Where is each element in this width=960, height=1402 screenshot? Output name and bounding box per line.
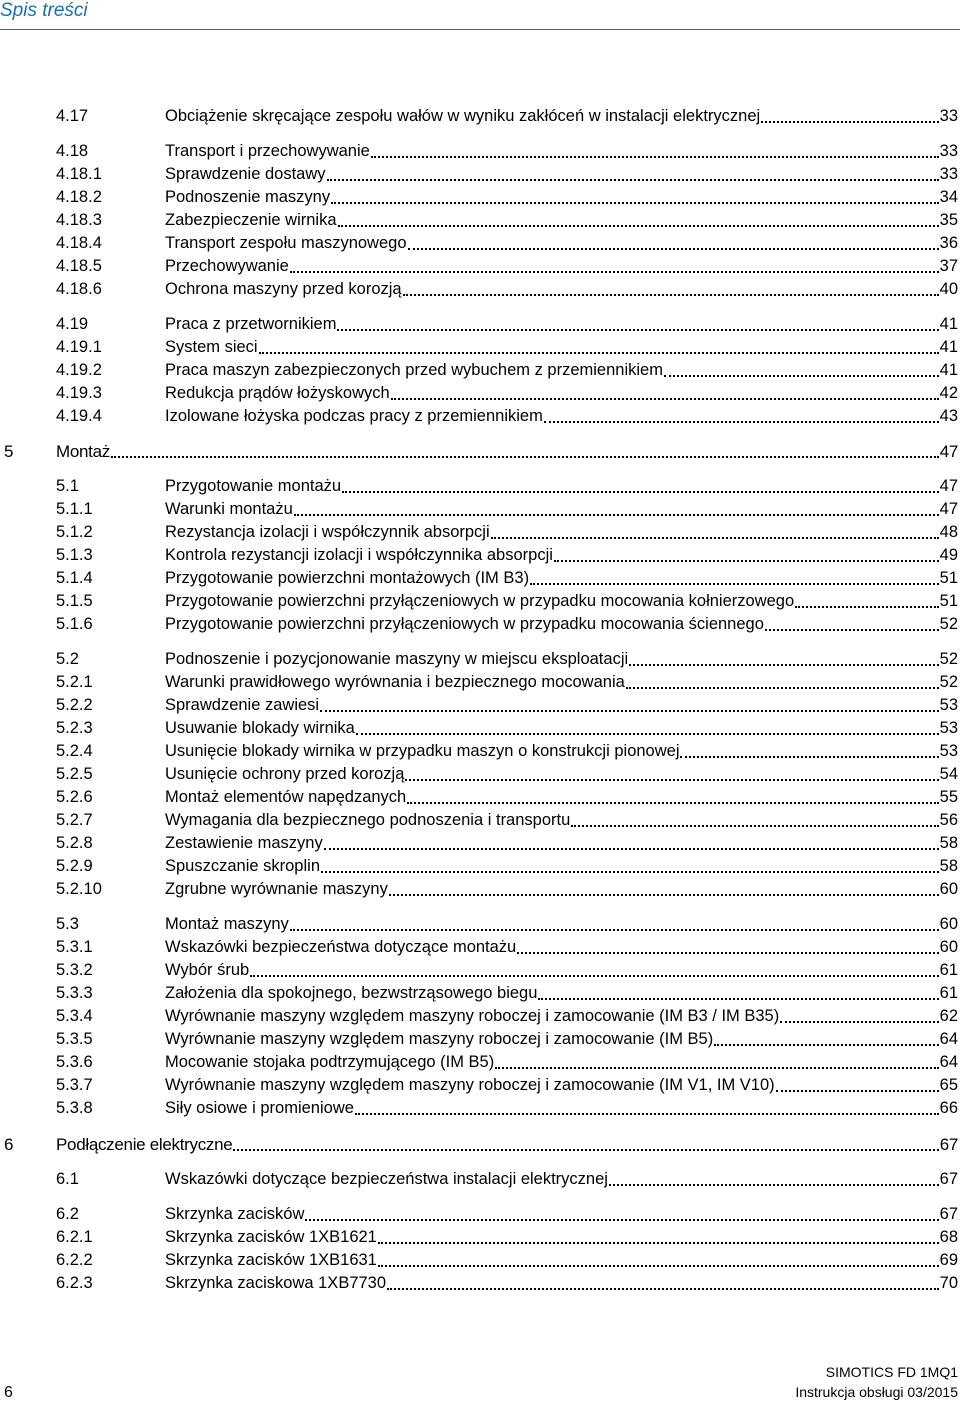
toc-entry-page: 64	[939, 1053, 958, 1071]
toc-entry-page: 37	[939, 257, 958, 275]
toc-entry-title: Ochrona maszyny przed korozją	[165, 280, 402, 298]
toc-entry-page: 34	[939, 188, 958, 206]
dot-leader	[342, 490, 939, 493]
toc-entry[interactable]	[0, 140, 960, 163]
toc-entry[interactable]	[0, 313, 960, 336]
toc-entry-page: 33	[939, 142, 958, 160]
toc-entry-title: Skrzynka zacisków 1XB1621	[165, 1228, 377, 1246]
toc-entry-number: 5.2.8	[56, 834, 93, 852]
toc-entry-number: 5	[4, 442, 14, 461]
dot-leader	[795, 605, 939, 608]
toc-entry-number: 4.18.5	[56, 257, 102, 275]
dot-leader	[629, 663, 938, 666]
toc-entry-number: 5.2.2	[56, 696, 93, 714]
toc-entry-page: 53	[939, 696, 958, 714]
toc-entry[interactable]	[0, 544, 960, 567]
dot-leader	[356, 732, 939, 735]
toc-entry-title: Wymagania dla bezpiecznego podnoszenia i transportu	[165, 811, 571, 829]
toc-entry[interactable]	[0, 694, 960, 717]
dot-leader	[609, 1183, 939, 1186]
toc-entry-number: 5.2.6	[56, 788, 93, 806]
toc-chapter-entry[interactable]	[0, 440, 960, 463]
toc-entry[interactable]	[0, 336, 960, 359]
toc-entry-number: 4.18.2	[56, 188, 102, 206]
toc-entry-number: 4.19	[56, 315, 89, 333]
toc-entry-page: 35	[939, 211, 958, 229]
toc-entry-title: Wyrównanie maszyny względem maszyny roboczej i zamocowanie (IM B5)	[165, 1030, 714, 1048]
toc-entry-page: 58	[939, 834, 958, 852]
toc-entry[interactable]	[0, 475, 960, 498]
toc-entry-page: 55	[939, 788, 958, 806]
dot-leader	[320, 709, 939, 712]
toc-entry-title: Transport i przechowywanie	[165, 142, 370, 160]
toc-entry-page: 51	[939, 592, 958, 610]
toc-entry-page: 47	[939, 477, 958, 495]
toc-entry-number: 5.3.2	[56, 961, 93, 979]
dot-leader	[259, 351, 939, 354]
toc-entry-page: 67	[939, 1135, 958, 1154]
toc-entry-number: 5.1.3	[56, 546, 93, 564]
toc-entry[interactable]	[0, 498, 960, 521]
toc-entry[interactable]	[0, 648, 960, 671]
toc-entry-title: Wybór śrub	[165, 961, 250, 979]
toc-entry-title: Spuszczanie skroplin	[165, 857, 320, 875]
toc-entry-number: 5.3.4	[56, 1007, 93, 1025]
dot-leader	[378, 1264, 939, 1267]
toc-entry-number: 6.2.3	[56, 1274, 93, 1292]
toc-chapter-entry[interactable]	[0, 1133, 960, 1156]
toc-entry-page: 58	[939, 857, 958, 875]
toc-entry[interactable]	[0, 671, 960, 694]
toc-entry-page: 48	[939, 523, 958, 541]
toc-entry[interactable]	[0, 717, 960, 740]
dot-leader	[324, 847, 939, 850]
toc-entry-number: 5.1.6	[56, 615, 93, 633]
toc-entry-number: 5.3	[56, 915, 79, 933]
toc-entry[interactable]	[0, 1168, 960, 1191]
toc-entry-number: 4.18.1	[56, 165, 102, 183]
toc-entry-title: Praca z przetwornikiem	[165, 315, 337, 333]
toc-entry-title: Przygotowanie powierzchni przyłączeniowych w przypadku mocowania kołnierzowego	[165, 592, 795, 610]
toc-entry-title: Wyrównanie maszyny względem maszyny roboczej i zamocowanie (IM B3 / IM B35)	[165, 1007, 780, 1025]
toc-entry-page: 47	[939, 442, 958, 461]
toc-entry[interactable]	[0, 1074, 960, 1097]
dot-leader	[664, 374, 939, 377]
toc-entry[interactable]	[0, 613, 960, 636]
page-header-title: Spis treści	[0, 0, 88, 21]
toc-entry-title: Założenia dla spokojnego, bezwstrząsowego biegu	[165, 984, 538, 1002]
toc-entry-title: Izolowane łożyska podczas pracy z przemiennikiem	[165, 407, 543, 425]
toc-entry-page: 51	[939, 569, 958, 587]
toc-entry-number: 5.2.4	[56, 742, 93, 760]
footer-manual-edition: Instrukcja obsługi 03/2015	[795, 1384, 958, 1400]
toc-entry-title: Redukcja prądów łożyskowych	[165, 384, 390, 402]
dot-leader	[338, 224, 939, 227]
toc-entry[interactable]	[0, 567, 960, 590]
toc-entry-page: 33	[939, 165, 958, 183]
toc-entry-number: 5.3.5	[56, 1030, 93, 1048]
toc-entry-page: 68	[939, 1228, 958, 1246]
dot-leader	[407, 801, 938, 804]
toc-entry[interactable]	[0, 209, 960, 232]
toc-entry-title: Siły osiowe i promieniowe	[165, 1099, 354, 1117]
toc-entry-number: 5.2.3	[56, 719, 93, 737]
toc-entry[interactable]	[0, 1097, 960, 1120]
toc-entry-number: 5.2.9	[56, 857, 93, 875]
dot-leader	[331, 201, 939, 204]
dot-leader	[327, 178, 939, 181]
toc-entry-title: Zgrubne wyrównanie maszyny	[165, 880, 388, 898]
toc-entry-title: Wskazówki dotyczące bezpieczeństwa instalacji elektrycznej	[165, 1170, 608, 1188]
dot-leader	[233, 1148, 938, 1151]
header-divider	[0, 29, 960, 30]
toc-entry-page: 42	[939, 384, 958, 402]
toc-entry-number: 4.19.4	[56, 407, 102, 425]
toc-entry-title: Usunięcie ochrony przed korozją	[165, 765, 405, 783]
toc-entry-number: 6.1	[56, 1170, 79, 1188]
toc-entry[interactable]	[0, 913, 960, 936]
dot-leader	[294, 513, 939, 516]
toc-entry-number: 6.2.2	[56, 1251, 93, 1269]
toc-entry-number: 5.1.5	[56, 592, 93, 610]
dot-leader	[321, 870, 939, 873]
dot-leader	[765, 628, 939, 631]
toc-entry-number: 5.2	[56, 650, 79, 668]
toc-entry-page: 66	[939, 1099, 958, 1117]
toc-entry-number: 4.18	[56, 142, 89, 160]
toc-entry-page: 52	[939, 673, 958, 691]
dot-leader	[355, 1112, 939, 1115]
toc-entry-title: Obciążenie skręcające zespołu wałów w wyniku zakłóceń w instalacji elektrycznej	[165, 107, 761, 125]
toc-entry-number: 5.3.8	[56, 1099, 93, 1117]
toc-entry-title: Przygotowanie powierzchni przyłączeniowych w przypadku mocowania ściennego	[165, 615, 764, 633]
toc-entry-page: 64	[939, 1030, 958, 1048]
toc-entry-title: Usuwanie blokady wirnika	[165, 719, 355, 737]
toc-entry-page: 67	[939, 1170, 958, 1188]
toc-entry-number: 5.2.7	[56, 811, 93, 829]
toc-entry-number: 5.2.1	[56, 673, 93, 691]
toc-entry-title: Praca maszyn zabezpieczonych przed wybuchem z przemiennikiem	[165, 361, 663, 379]
toc-entry[interactable]	[0, 1203, 960, 1226]
toc-entry-number: 5.3.7	[56, 1076, 93, 1094]
toc-entry[interactable]	[0, 163, 960, 186]
toc-entry-page: 67	[939, 1205, 958, 1223]
toc-entry-page: 52	[939, 650, 958, 668]
toc-entry-page: 41	[939, 338, 958, 356]
toc-entry-number: 5.1.2	[56, 523, 93, 541]
toc-entry[interactable]	[0, 590, 960, 613]
footer-product-name: SIMOTICS FD 1MQ1	[825, 1364, 958, 1380]
toc-entry-page: 47	[939, 500, 958, 518]
toc-entry[interactable]	[0, 786, 960, 809]
toc-entry[interactable]	[0, 255, 960, 278]
dot-leader	[538, 997, 938, 1000]
toc-entry-title: Przygotowanie powierzchni montażowych (IM B3)	[165, 569, 530, 587]
dot-leader	[290, 928, 939, 931]
toc-entry-number: 4.18.3	[56, 211, 102, 229]
dot-leader	[626, 686, 939, 689]
toc-entry-page: 52	[939, 615, 958, 633]
dot-leader	[714, 1043, 938, 1046]
toc-entry-number: 5.2.10	[56, 880, 102, 898]
dot-leader	[405, 778, 938, 781]
toc-entry[interactable]	[0, 878, 960, 901]
dot-leader	[761, 120, 938, 123]
toc-entry-page: 56	[939, 811, 958, 829]
toc-entry-page: 41	[939, 361, 958, 379]
toc-entry-title: Warunki montażu	[165, 500, 293, 518]
toc-entry-page: 33	[939, 107, 958, 125]
dot-leader	[554, 559, 939, 562]
dot-leader	[305, 1218, 938, 1221]
dot-leader	[371, 155, 939, 158]
toc-entry[interactable]	[0, 359, 960, 382]
dot-leader	[571, 824, 938, 827]
toc-entry-title: Podnoszenie i pozycjonowanie maszyny w miejscu eksploatacji	[165, 650, 629, 668]
toc-entry[interactable]	[0, 855, 960, 878]
toc-entry-page: 60	[939, 880, 958, 898]
toc-entry-number: 5.1.1	[56, 500, 93, 518]
dot-leader	[491, 536, 939, 539]
dot-leader	[391, 397, 939, 400]
toc-entry-page: 65	[939, 1076, 958, 1094]
toc-entry[interactable]	[0, 1028, 960, 1051]
toc-entry[interactable]	[0, 521, 960, 544]
toc-entry-title: Rezystancja izolacji i współczynnik absorpcji	[165, 523, 490, 541]
dot-leader	[387, 1287, 939, 1290]
toc-entry[interactable]	[0, 832, 960, 855]
toc-entry[interactable]	[0, 232, 960, 255]
toc-entry-title: Montaż maszyny	[165, 915, 289, 933]
footer-document-info	[795, 1362, 958, 1402]
toc-entry-number: 4.19.1	[56, 338, 102, 356]
toc-entry[interactable]	[0, 763, 960, 786]
toc-entry[interactable]	[0, 382, 960, 405]
toc-entry-title: Warunki prawidłowego wyrównania i bezpiecznego mocowania	[165, 673, 625, 691]
toc-entry[interactable]	[0, 405, 960, 428]
toc-entry[interactable]	[0, 809, 960, 832]
toc-entry-title: Skrzynka zacisków 1XB1631	[165, 1251, 377, 1269]
toc-entry-page: 49	[939, 546, 958, 564]
toc-entry-page: 69	[939, 1251, 958, 1269]
dot-leader	[250, 974, 938, 977]
dot-leader	[780, 1020, 938, 1023]
toc-entry-page: 36	[939, 234, 958, 252]
toc-entry-title: Skrzynka zaciskowa 1XB7730	[165, 1274, 387, 1292]
toc-entry[interactable]	[0, 1005, 960, 1028]
toc-entry-title: Montaż elementów napędzanych	[165, 788, 407, 806]
dot-leader	[776, 1089, 939, 1092]
toc-entry-number: 4.19.2	[56, 361, 102, 379]
toc-entry[interactable]	[0, 982, 960, 1005]
toc-entry-page: 54	[939, 765, 958, 783]
toc-entry-title: System sieci	[165, 338, 258, 356]
toc-entry[interactable]	[0, 105, 960, 128]
toc-entry-number: 4.19.3	[56, 384, 102, 402]
dot-leader	[530, 582, 939, 585]
dot-leader	[111, 455, 939, 458]
toc-entry-title: Mocowanie stojaka podtrzymującego (IM B5)	[165, 1053, 495, 1071]
dot-leader	[517, 951, 938, 954]
dot-leader	[378, 1241, 939, 1244]
toc-entry[interactable]	[0, 740, 960, 763]
toc-entry-number: 6.2	[56, 1205, 79, 1223]
footer-page-number: 6	[4, 1384, 13, 1401]
toc-entry-title: Zestawienie maszyny	[165, 834, 323, 852]
toc-entry-number: 5.3.3	[56, 984, 93, 1002]
dot-leader	[544, 420, 939, 423]
toc-entry-page: 70	[939, 1274, 958, 1292]
toc-entry[interactable]	[0, 186, 960, 209]
toc-entry[interactable]	[0, 1226, 960, 1249]
toc-entry-number: 5.3.1	[56, 938, 93, 956]
toc-entry-title: Transport zespołu maszynowego	[165, 234, 407, 252]
toc-entry-title: Sprawdzenie zawiesi	[165, 696, 320, 714]
dot-leader	[403, 293, 939, 296]
toc-entry-title: Przechowywanie	[165, 257, 289, 275]
dot-leader	[408, 247, 939, 250]
toc-entry[interactable]	[0, 959, 960, 982]
toc-entry[interactable]	[0, 936, 960, 959]
toc-entry-number: 6.2.1	[56, 1228, 93, 1246]
toc-entry-page: 41	[939, 315, 958, 333]
toc-entry-number: 5.3.6	[56, 1053, 93, 1071]
dot-leader	[389, 893, 939, 896]
toc-entry-page: 61	[939, 984, 958, 1002]
dot-leader	[680, 755, 938, 758]
toc-entry-page: 53	[939, 742, 958, 760]
toc-entry-title: Kontrola rezystancji izolacji i współczynnika absorpcji	[165, 546, 553, 564]
dot-leader	[337, 328, 938, 331]
toc-entry[interactable]	[0, 1272, 960, 1295]
toc-entry[interactable]	[0, 1051, 960, 1074]
toc-entry-title: Podnoszenie maszyny	[165, 188, 331, 206]
toc-entry-page: 60	[939, 915, 958, 933]
toc-entry-number: 4.18.6	[56, 280, 102, 298]
toc-entry-number: 4.18.4	[56, 234, 102, 252]
toc-entry-page: 43	[939, 407, 958, 425]
toc-entry-number: 5.2.5	[56, 765, 93, 783]
toc-entry-number: 5.1.4	[56, 569, 93, 587]
toc-entry-title: Skrzynka zacisków	[165, 1205, 305, 1223]
toc-entry-number: 6	[4, 1135, 14, 1154]
toc-entry[interactable]	[0, 278, 960, 301]
toc-entry-number: 4.17	[56, 107, 89, 125]
toc-entry-title: Montaż	[56, 442, 110, 461]
toc-entry-title: Zabezpieczenie wirnika	[165, 211, 337, 229]
toc-entry-title: Usunięcie blokady wirnika w przypadku maszyn o konstrukcji pionowej	[165, 742, 680, 760]
toc-entry-title: Wskazówki bezpieczeństwa dotyczące montażu	[165, 938, 517, 956]
toc-entry[interactable]	[0, 1249, 960, 1272]
toc-entry-page: 53	[939, 719, 958, 737]
toc-entry-title: Podłączenie elektryczne	[56, 1135, 233, 1154]
toc-entry-page: 40	[939, 280, 958, 298]
toc-entry-number: 5.1	[56, 477, 79, 495]
toc-entry-page: 61	[939, 961, 958, 979]
dot-leader	[495, 1066, 938, 1069]
toc-entry-page: 60	[939, 938, 958, 956]
toc-entry-title: Wyrównanie maszyny względem maszyny roboczej i zamocowanie (IM V1, IM V10)	[165, 1076, 775, 1094]
toc-entry-title: Sprawdzenie dostawy	[165, 165, 326, 183]
dot-leader	[290, 270, 939, 273]
toc-entry-page: 62	[939, 1007, 958, 1025]
toc-entry-title: Przygotowanie montażu	[165, 477, 342, 495]
